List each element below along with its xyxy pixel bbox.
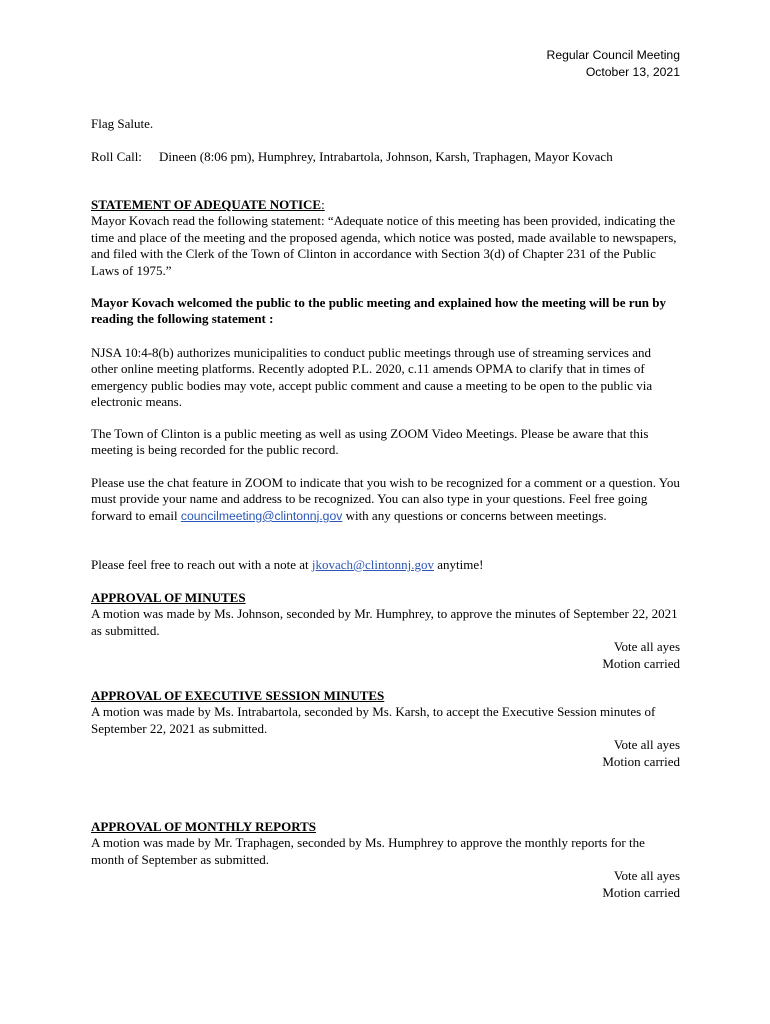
motion-result: Motion carried xyxy=(602,884,680,900)
zoom-paragraph: The Town of Clinton is a public meeting as well as using ZOOM Video Meetings. Please be aware that this meeting is being recorded for the public record. xyxy=(91,426,649,458)
note-text-before: Please feel free to reach out with a note at xyxy=(91,557,312,572)
flag-salute: Flag Salute. xyxy=(91,116,154,131)
roll-call-label: Roll Call: xyxy=(91,149,142,164)
section-heading: APPROVAL OF MINUTES xyxy=(91,590,246,605)
note-paragraph xyxy=(91,557,680,573)
meeting-title: Regular Council Meeting xyxy=(546,48,680,62)
adequate-notice-heading: STATEMENT OF ADEQUATE NOTICE xyxy=(91,197,322,212)
approval-monthly-reports-section xyxy=(91,819,680,901)
section-heading: APPROVAL OF EXECUTIVE SESSION MINUTES xyxy=(91,688,385,703)
motion-result: Motion carried xyxy=(602,753,680,769)
section-body: A motion was made by Ms. Intrabartola, seconded by Ms. Karsh, to accept the Executive Session minutes of September 22, 2021 as submitted. xyxy=(91,704,656,736)
welcome-statement: Mayor Kovach welcomed the public to the public meeting and explained how the meeting will be run by reading the following statement : xyxy=(91,295,667,327)
vote-result: Vote all ayes xyxy=(613,868,680,884)
approval-minutes-section xyxy=(91,590,680,672)
adequate-notice-body: Mayor Kovach read the following statement: “Adequate notice of this meeting has been provided, indicating the time and place of the meeting and the proposed agenda, which notice was posted, made available to newspapers, and filed with the Clerk of the Town of Clinton in accordance with Section 3(d) of Chapter 231 of the Public Laws of 1975.” xyxy=(91,213,677,278)
motion-result: Motion carried xyxy=(602,655,680,671)
chat-text-before: Please use the chat feature in ZOOM to indicate that you wish to be recognized for a comment or a question. You must provide your name and address to be recognized. You can also type in your questions. Feel free going forward to email xyxy=(91,475,680,523)
chat-paragraph xyxy=(91,475,680,524)
roll-call-text: Dineen (8:06 pm), Humphrey, Intrabartola, Johnson, Karsh, Traphagen, Mayor Kovach xyxy=(159,149,613,164)
section-heading: APPROVAL OF MONTHLY REPORTS xyxy=(91,819,317,834)
council-email-link[interactable]: councilmeeting@clintonnj.gov xyxy=(180,508,343,523)
vote-result: Vote all ayes xyxy=(613,639,680,655)
vote-result: Vote all ayes xyxy=(613,737,680,753)
njsa-paragraph: NJSA 10:4-8(b) authorizes municipalities to conduct public meetings through use of streaming services and other online meeting platforms. Recently adopted P.L. 2020, c.11 amends OPMA to clarify that in times of emergency public bodies may vote, accept public comment and cause a meeting to be open to the public via electronic means. xyxy=(91,345,653,410)
chat-text-after: with any questions or concerns between meetings. xyxy=(342,507,607,523)
adequate-notice-section xyxy=(91,197,680,279)
mayor-email-link[interactable]: jkovach@clintonnj.gov xyxy=(311,557,434,572)
note-text-after: anytime! xyxy=(434,557,484,572)
document-header xyxy=(547,47,680,81)
section-body: A motion was made by Mr. Traphagen, seconded by Ms. Humphrey to approve the monthly reports for the month of September as submitted. xyxy=(91,835,645,867)
roll-call xyxy=(91,149,680,165)
adequate-notice-colon: : xyxy=(321,197,325,212)
meeting-date: October 13, 2021 xyxy=(585,65,680,79)
approval-executive-minutes-section xyxy=(91,688,680,770)
section-body: A motion was made by Ms. Johnson, seconded by Mr. Humphrey, to approve the minutes of September 22, 2021 as submitted. xyxy=(91,606,678,638)
